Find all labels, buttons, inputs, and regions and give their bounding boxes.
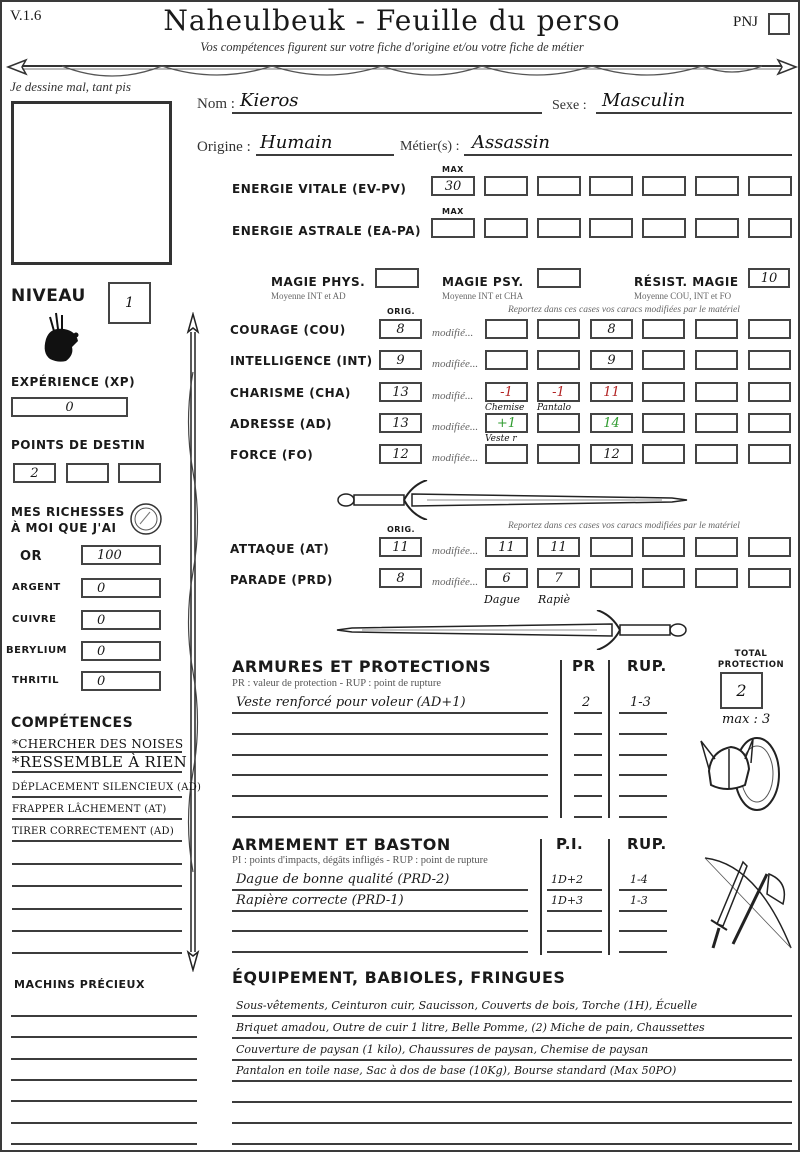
stat-mod-box[interactable]	[537, 319, 580, 339]
subtitle: Vos compétences figurent sur votre fiche d'origine et/ou votre fiche de métier	[200, 40, 584, 54]
ev-box[interactable]	[695, 176, 739, 196]
combat-mod-box-value: 7	[554, 571, 563, 586]
combat-mod-box[interactable]	[642, 568, 685, 588]
competence-item[interactable]: TIRER CORRECTEMENT (AD)	[12, 826, 175, 837]
stat-mod-box[interactable]	[485, 319, 528, 339]
ea-box[interactable]	[589, 218, 633, 238]
version-label: V.1.6	[10, 8, 42, 24]
combat-mod-box-value: 11	[498, 540, 515, 555]
armures-note: PR : valeur de protection - RUP : point de rupture	[232, 678, 441, 689]
armement-title: ARMEMENT ET BASTON	[232, 835, 451, 854]
stat-mod-box[interactable]	[590, 350, 633, 370]
armure-rup-line	[619, 795, 667, 797]
stat-orig-box-value: 8	[396, 322, 405, 337]
combat-mod-box[interactable]	[642, 537, 685, 557]
combat-mod-box-value: 6	[502, 571, 511, 586]
ea-box[interactable]	[695, 218, 739, 238]
pnj-checkbox[interactable]	[768, 13, 790, 35]
competence-item[interactable]: FRAPPER LÂCHEMENT (AT)	[12, 804, 167, 815]
crossed-weapons-icon	[697, 854, 797, 954]
stat-mod-box[interactable]	[485, 350, 528, 370]
stat-mod-box[interactable]	[748, 444, 791, 464]
stat-mod-box-value: 8	[607, 322, 616, 337]
combat-label: ATTAQUE (AT)	[230, 542, 330, 556]
magie-psy-note: Moyenne INT et CHA	[442, 291, 524, 301]
stat-label: ADRESSE (AD)	[230, 417, 333, 431]
resist-magie-label: RÉSIST. MAGIE	[634, 275, 739, 289]
combat-modifie-label: modifiée...	[432, 545, 479, 557]
armure-rup-line	[619, 754, 667, 756]
competence-line	[12, 840, 182, 842]
currency-box-value: 0	[97, 581, 106, 596]
stat-label: FORCE (FO)	[230, 448, 314, 462]
currency-label: CUIVRE	[12, 614, 57, 625]
stat-mod-note: Veste r	[485, 434, 517, 444]
equipement-line	[232, 1101, 792, 1103]
competence-line	[12, 930, 182, 932]
ea-box[interactable]	[537, 218, 581, 238]
combat-mod-box[interactable]	[695, 537, 738, 557]
armure-name[interactable]: Veste renforcé pour voleur (AD+1)	[236, 695, 466, 710]
combat-mod-box[interactable]	[695, 568, 738, 588]
currency-box-value: 100	[97, 548, 122, 563]
ea-box[interactable]	[642, 218, 686, 238]
arme-rup-line	[619, 889, 667, 891]
sexe-value[interactable]: Masculin	[602, 90, 686, 111]
richesses-label-1: MES RICHESSES	[11, 505, 125, 519]
currency-label: ARGENT	[12, 582, 61, 593]
machin-line[interactable]	[11, 1036, 197, 1038]
stat-mod-box[interactable]	[642, 382, 685, 402]
ev-box[interactable]	[484, 176, 528, 196]
stat-mod-box[interactable]	[695, 444, 738, 464]
ea-box[interactable]	[484, 218, 528, 238]
ev-box-value: 30	[444, 179, 462, 194]
max-protection-label: max : 3	[722, 712, 771, 727]
stat-orig-box-value: 13	[392, 385, 409, 400]
stat-mod-box[interactable]	[537, 350, 580, 370]
ev-box[interactable]	[589, 176, 633, 196]
armure-pr-line	[574, 774, 602, 776]
competence-line	[12, 908, 182, 910]
stat-mod-note: Chemise	[485, 403, 525, 413]
equipement-line	[232, 1059, 792, 1061]
combat-orig-box-value: 8	[396, 571, 405, 586]
ea-label: ENERGIE ASTRALE (EA-PA)	[232, 224, 421, 238]
stat-mod-box[interactable]	[485, 382, 528, 402]
metier-value[interactable]: Assassin	[472, 132, 551, 153]
sword-icon	[332, 480, 692, 520]
combat-orig-label: ORIG.	[387, 525, 416, 534]
stat-mod-note: Pantalo	[537, 403, 572, 413]
stat-mod-box-value: +1	[496, 416, 517, 431]
armures-pr-header: PR	[572, 657, 596, 675]
equipement-item[interactable]: Pantalon en toile nase, Sac à dos de base (10Kg), Bourse standard (Max 50PO)	[236, 1064, 677, 1077]
ev-label: ENERGIE VITALE (EV-PV)	[232, 182, 407, 196]
destin-box-1[interactable]: 2	[13, 463, 56, 483]
stat-modifie-label: modifié...	[432, 327, 474, 339]
coin-icon	[129, 502, 163, 536]
resist-magie-box[interactable]: 10	[748, 268, 790, 288]
machin-line[interactable]	[11, 1079, 197, 1081]
armure-line	[232, 712, 548, 714]
destin-box-3[interactable]	[118, 463, 161, 483]
combat-mod-box-value: 11	[550, 540, 567, 555]
armure-rup-line	[619, 733, 667, 735]
ev-box[interactable]	[431, 176, 475, 196]
arme-rup-line	[619, 930, 667, 932]
competence-line	[12, 796, 182, 798]
combat-orig-box[interactable]	[379, 568, 422, 588]
equipement-title: ÉQUIPEMENT, BABIOLES, FRINGUES	[232, 968, 566, 987]
stat-mod-box[interactable]	[485, 444, 528, 464]
combat-report-note: Reportez dans ces cases vos caracs modifiées par le matériel	[508, 521, 740, 531]
stat-mod-box[interactable]	[590, 382, 633, 402]
armure-rup-line	[619, 712, 667, 714]
stat-orig-box-value: 13	[392, 416, 409, 431]
equipement-item[interactable]: Couverture de paysan (1 kilo), Chaussures de paysan, Chemise de paysan	[236, 1043, 649, 1056]
spear-banner-icon	[2, 54, 800, 80]
currency-box[interactable]	[81, 641, 161, 661]
stat-modifie-label: modifiée...	[432, 452, 479, 464]
machin-line[interactable]	[11, 1015, 197, 1017]
stat-mod-box[interactable]	[590, 413, 633, 433]
equipement-line	[232, 1143, 792, 1145]
weapon-note-rapiere: Rapiè	[538, 593, 571, 606]
machin-line[interactable]	[11, 1143, 197, 1145]
currency-box[interactable]	[81, 578, 161, 598]
stats-report-note: Reportez dans ces cases vos caracs modifiées par le matériel	[508, 305, 740, 315]
stat-mod-box[interactable]	[537, 382, 580, 402]
equipement-line	[232, 1080, 792, 1082]
arme-pi-line	[547, 930, 602, 932]
total-protection-label-1: TOTAL	[734, 649, 768, 659]
stat-mod-box-value: -1	[500, 385, 513, 400]
ev-box[interactable]	[748, 176, 792, 196]
armement-pi-header: P.I.	[556, 835, 584, 853]
armement-note: PI : points d'impacts, dégâts infligés - RUP : point de rupture	[232, 855, 488, 866]
competence-line	[12, 885, 182, 887]
currency-label: BERYLIUM	[6, 645, 68, 656]
currency-label: OR	[20, 549, 43, 564]
stat-label: COURAGE (COU)	[230, 323, 346, 337]
total-protection-label-2: PROTECTION	[717, 660, 785, 670]
machins-label: MACHINS PRÉCIEUX	[14, 978, 145, 991]
arme-name[interactable]: Dague de bonne qualité (PRD-2)	[236, 872, 450, 887]
armure-rup-line	[619, 816, 667, 818]
armure-rup-line	[619, 774, 667, 776]
machin-line[interactable]	[11, 1058, 197, 1060]
competence-line	[12, 771, 182, 773]
stat-modifie-label: modifiée...	[432, 421, 479, 433]
richesses-label-2: À MOI QUE J'AI	[11, 521, 117, 535]
competence-item[interactable]: *CHERCHER DES NOISES	[12, 737, 184, 751]
competence-item[interactable]: DÉPLACEMENT SILENCIEUX (AD)	[12, 782, 202, 793]
stat-mod-box[interactable]	[642, 413, 685, 433]
destin-label: POINTS DE DESTIN	[11, 438, 146, 452]
competences-label: COMPÉTENCES	[11, 715, 134, 731]
stat-mod-box[interactable]	[590, 319, 633, 339]
combat-mod-box[interactable]	[590, 568, 633, 588]
origine-value[interactable]: Humain	[260, 132, 333, 153]
stat-mod-box[interactable]	[642, 350, 685, 370]
machin-line[interactable]	[11, 1122, 197, 1124]
combat-modifie-label: modifiée...	[432, 576, 479, 588]
arme-pi-line	[547, 951, 602, 953]
arme-pi-line	[547, 910, 602, 912]
stat-mod-box[interactable]	[695, 350, 738, 370]
niveau-box[interactable]: 1	[108, 282, 151, 324]
magie-phys-note: Moyenne INT et AD	[271, 291, 346, 301]
armure-rup[interactable]: 1-3	[630, 695, 651, 710]
magie-psy-box[interactable]	[537, 268, 581, 288]
combat-mod-box[interactable]	[485, 568, 528, 588]
armure-line	[232, 733, 548, 735]
stat-mod-box[interactable]	[748, 319, 791, 339]
nom-value[interactable]: Kieros	[240, 90, 299, 111]
ea-max-label: MAX	[442, 207, 464, 216]
combat-orig-box[interactable]	[379, 537, 422, 557]
stat-mod-box[interactable]	[537, 413, 580, 433]
stat-orig-box[interactable]	[379, 319, 422, 339]
arme-line	[232, 951, 528, 953]
resist-magie-note: Moyenne COU, INT et FO	[634, 291, 732, 301]
stat-orig-box[interactable]	[379, 382, 422, 402]
equipement-item[interactable]: Sous-vêtements, Ceinturon cuir, Saucisson, Couverts de bois, Torche (1H), Écuelle	[236, 999, 698, 1012]
stat-mod-box[interactable]	[695, 382, 738, 402]
stat-label: INTELLIGENCE (INT)	[230, 354, 373, 368]
magie-psy-label: MAGIE PSY.	[442, 275, 524, 289]
combat-mod-box[interactable]	[590, 537, 633, 557]
armure-pr[interactable]: 2	[582, 695, 591, 710]
dragon-icon	[36, 309, 84, 365]
armures-rup-header: RUP.	[627, 657, 667, 675]
stat-mod-box[interactable]	[642, 444, 685, 464]
equipement-line	[232, 1037, 792, 1039]
ev-max-label: MAX	[442, 165, 464, 174]
metier-label: Métier(s) :	[400, 139, 460, 154]
stat-mod-box[interactable]	[537, 444, 580, 464]
arme-line	[232, 889, 528, 891]
arme-rup-line	[619, 910, 667, 912]
armure-line	[232, 816, 548, 818]
stat-modifie-label: modifiée...	[432, 358, 479, 370]
stat-mod-box[interactable]	[748, 382, 791, 402]
total-protection-box[interactable]: 2	[720, 672, 763, 709]
currency-label: THRITIL	[12, 675, 60, 686]
stat-mod-box[interactable]	[695, 413, 738, 433]
combat-label: PARADE (PRD)	[230, 573, 333, 587]
pnj-label: PNJ	[733, 14, 759, 30]
stat-mod-box[interactable]	[590, 444, 633, 464]
stat-mod-box-value: 11	[603, 385, 620, 400]
ea-box[interactable]	[748, 218, 792, 238]
armure-line	[232, 774, 548, 776]
arme-line	[232, 930, 528, 932]
equipement-item[interactable]: Briquet amadou, Outre de cuir 1 litre, Belle Pomme, (2) Miche de pain, Chaussettes	[236, 1021, 705, 1034]
stats-orig-label: ORIG.	[387, 307, 416, 316]
stat-mod-box[interactable]	[485, 413, 528, 433]
competence-item[interactable]: *RESSEMBLE À RIEN	[12, 753, 188, 771]
stat-mod-box[interactable]	[695, 319, 738, 339]
combat-mod-box[interactable]	[748, 568, 791, 588]
weapon-note-dague: Dague	[484, 593, 521, 606]
armure-pr-line	[574, 816, 602, 818]
sexe-label: Sexe :	[552, 98, 587, 113]
stat-orig-box[interactable]	[379, 444, 422, 464]
ev-box[interactable]	[537, 176, 581, 196]
sword-icon	[332, 610, 692, 650]
stat-mod-box-value: -1	[552, 385, 565, 400]
armure-pr-line	[574, 712, 602, 714]
magie-phys-label: MAGIE PHYS.	[271, 275, 366, 289]
stat-orig-box[interactable]	[379, 413, 422, 433]
stat-mod-box[interactable]	[748, 413, 791, 433]
currency-box[interactable]	[81, 671, 161, 691]
stat-orig-box-value: 9	[396, 353, 405, 368]
competence-line	[12, 952, 182, 954]
arme-rup[interactable]: 1-4	[630, 873, 648, 886]
stat-label: CHARISME (CHA)	[230, 386, 351, 400]
stat-mod-box[interactable]	[748, 350, 791, 370]
armures-title: ARMURES ET PROTECTIONS	[232, 657, 491, 676]
arme-pi-line	[547, 889, 602, 891]
machin-line[interactable]	[11, 1100, 197, 1102]
portrait-box[interactable]	[11, 101, 172, 265]
xp-label: EXPÉRIENCE (XP)	[11, 375, 136, 389]
competence-line	[12, 818, 182, 820]
armure-line	[232, 754, 548, 756]
stat-mod-box[interactable]	[642, 319, 685, 339]
ea-box[interactable]	[431, 218, 475, 238]
currency-box[interactable]	[81, 610, 161, 630]
arme-pi[interactable]: 1D+2	[551, 873, 584, 886]
arme-name[interactable]: Rapière correcte (PRD-1)	[236, 893, 404, 908]
arme-line	[232, 910, 528, 912]
stat-orig-box[interactable]	[379, 350, 422, 370]
armure-pr-line	[574, 733, 602, 735]
competence-line	[12, 863, 182, 865]
currency-box-value: 0	[97, 674, 106, 689]
arme-rup-line	[619, 951, 667, 953]
currency-box-value: 0	[97, 613, 106, 628]
stat-orig-box-value: 12	[392, 447, 409, 462]
spear-icon	[182, 312, 204, 972]
destin-box-2[interactable]	[66, 463, 109, 483]
page-title: Naheulbeuk - Feuille du perso	[163, 4, 621, 37]
stat-mod-box-value: 12	[603, 447, 620, 462]
portrait-caption: Je dessine mal, tant pis	[10, 79, 131, 94]
ev-box[interactable]	[642, 176, 686, 196]
combat-orig-box-value: 11	[392, 540, 409, 555]
stat-mod-box-value: 14	[603, 416, 620, 431]
xp-box[interactable]: 0	[11, 397, 128, 417]
combat-mod-box[interactable]	[748, 537, 791, 557]
arme-pi[interactable]: 1D+3	[551, 894, 584, 907]
armure-pr-line	[574, 754, 602, 756]
origine-label: Origine :	[197, 139, 251, 155]
equipement-line	[232, 1122, 792, 1124]
combat-mod-box[interactable]	[537, 568, 580, 588]
stat-modifie-label: modifié...	[432, 390, 474, 402]
stat-mod-box-value: 9	[607, 353, 616, 368]
currency-box[interactable]	[81, 545, 161, 565]
currency-box-value: 0	[97, 644, 106, 659]
equipement-line	[232, 1015, 792, 1017]
armure-line	[232, 795, 548, 797]
arme-rup[interactable]: 1-3	[630, 894, 648, 907]
helmet-shield-icon	[697, 729, 787, 819]
magie-phys-box[interactable]	[375, 268, 419, 288]
combat-mod-box[interactable]	[537, 537, 580, 557]
armement-rup-header: RUP.	[627, 835, 667, 853]
nom-label: Nom :	[197, 96, 235, 112]
armure-pr-line	[574, 795, 602, 797]
niveau-label: NIVEAU	[11, 286, 86, 306]
combat-mod-box[interactable]	[485, 537, 528, 557]
